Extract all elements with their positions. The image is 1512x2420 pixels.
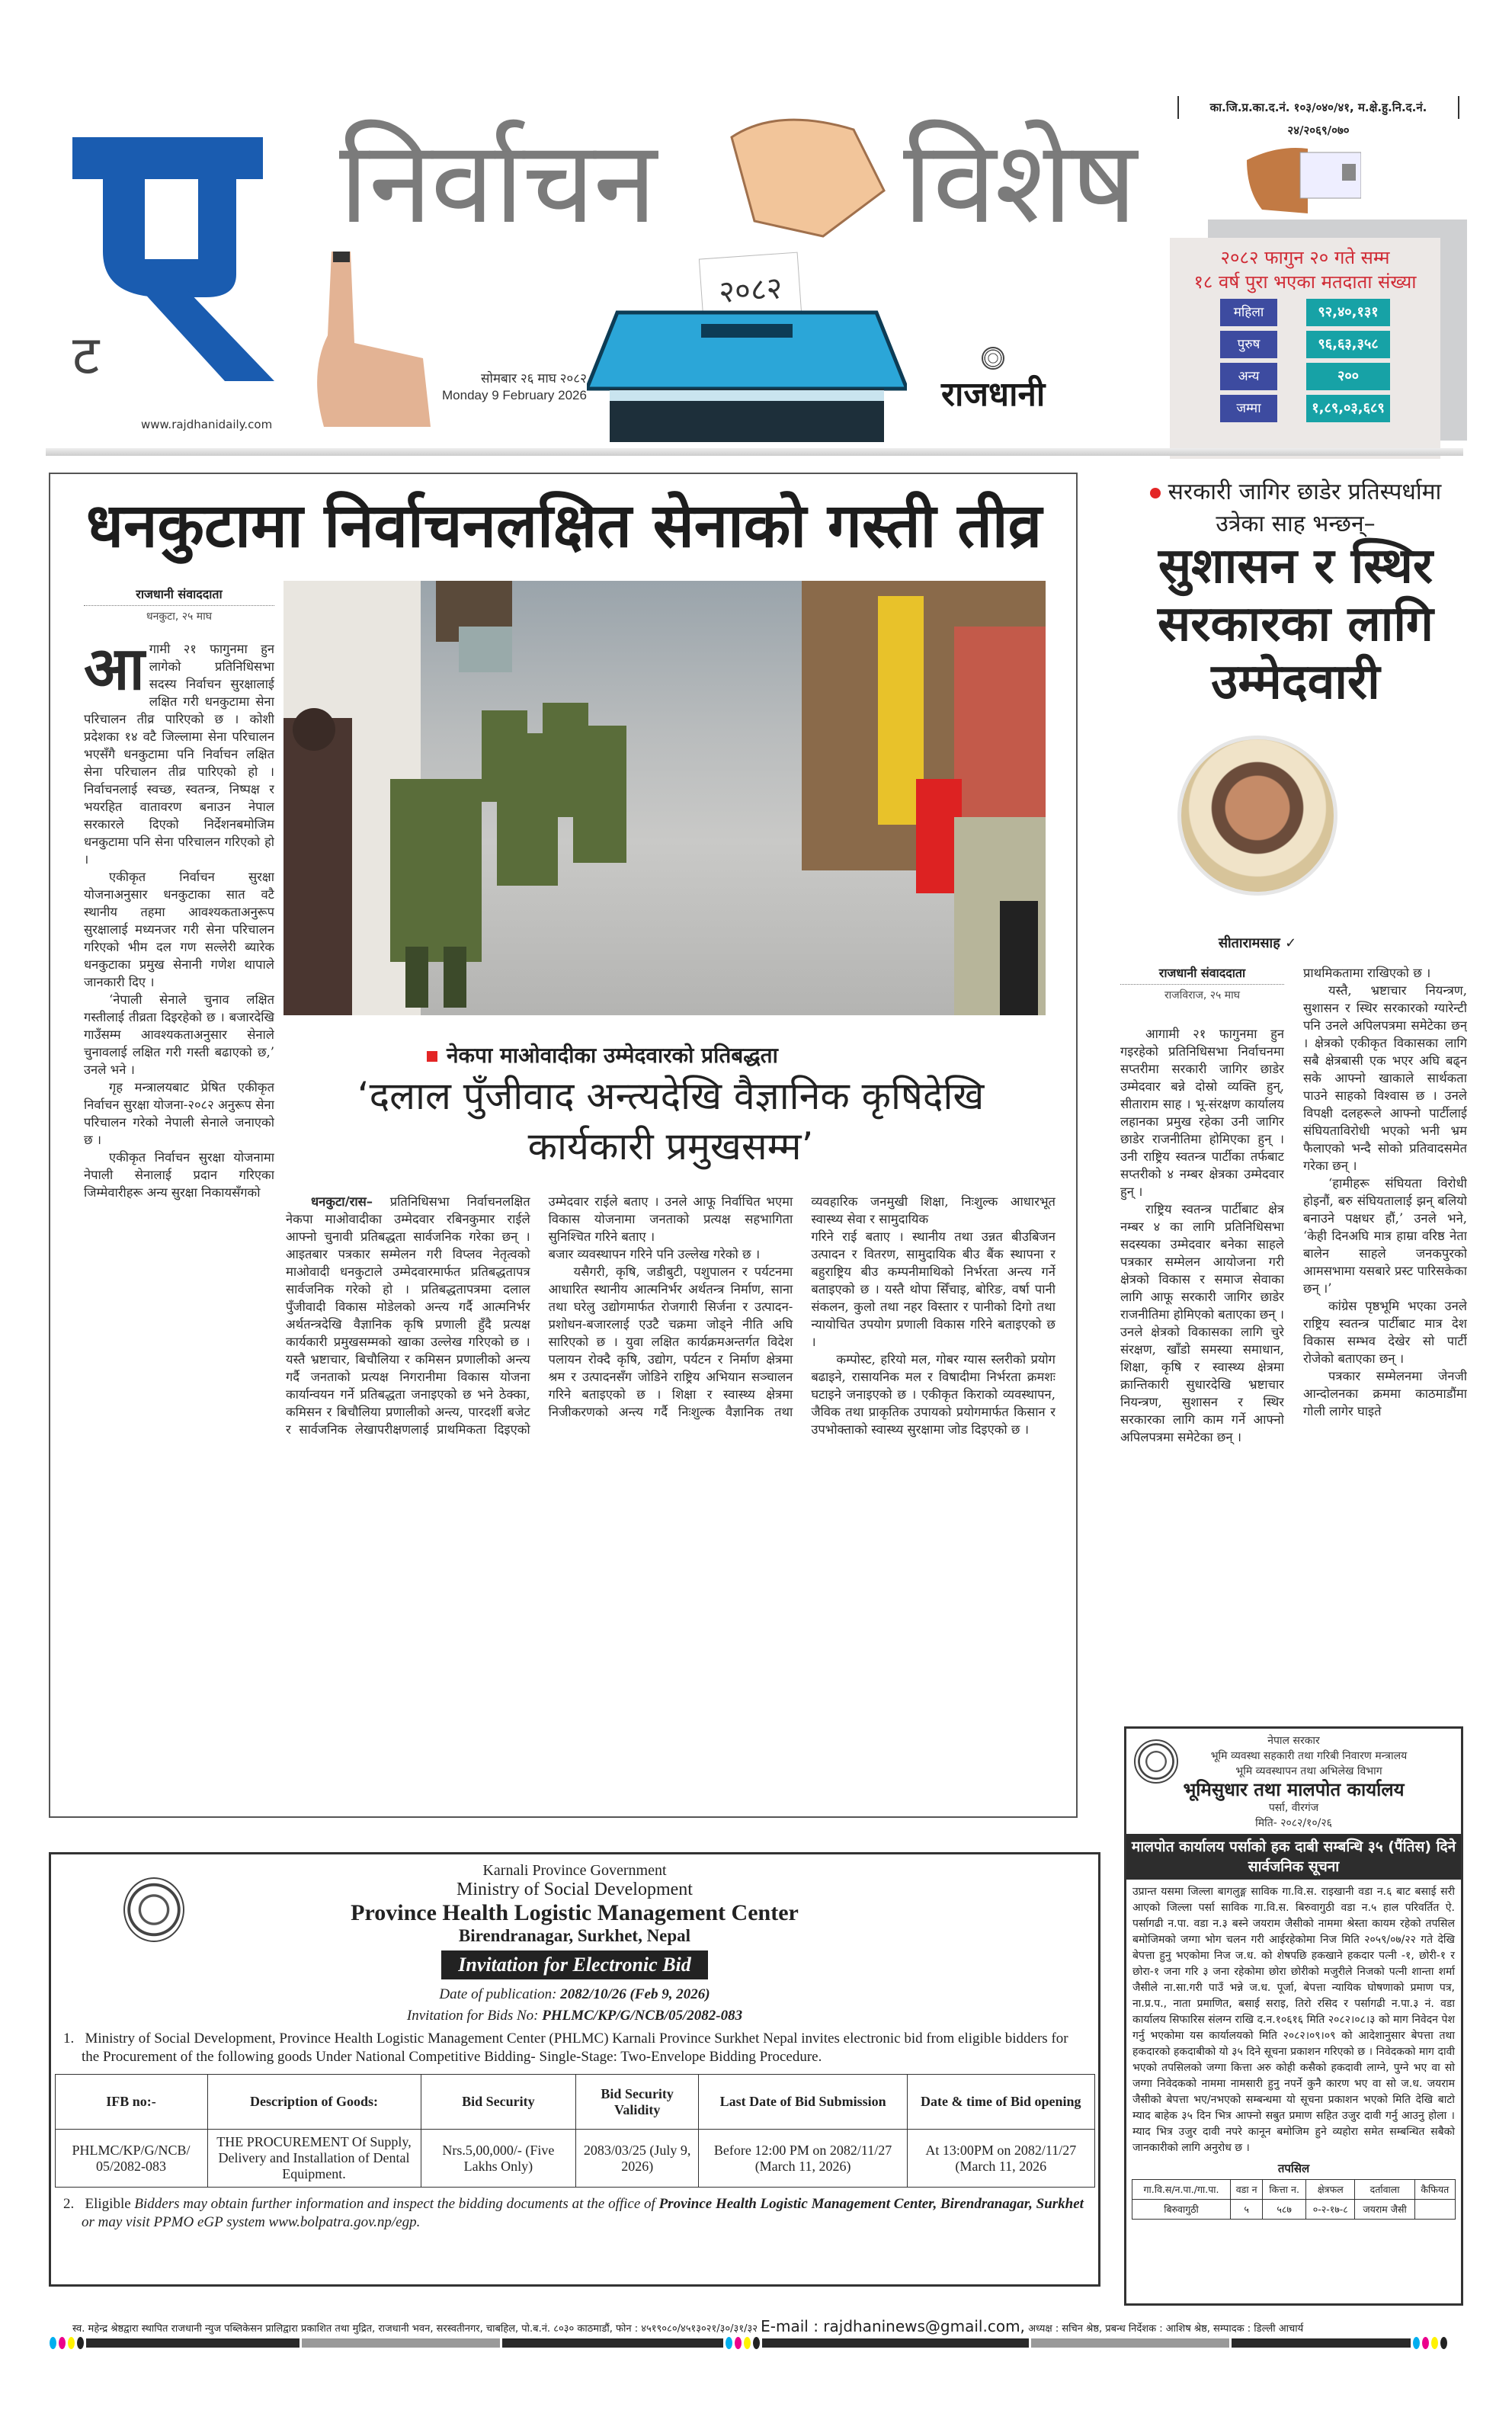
table-header-row: [55, 2075, 1094, 2130]
kicker-text: नेकपा माओवादीका उम्मेदवारको प्रतिबद्धता: [447, 1043, 778, 1068]
paragraph: आगामी २१ फागुनमा हुन गइरहेको प्रतिनिधिसभा निर्वाचनमा सप्तरीमा सरकारी जागिर छाडेर उम्मेदवार बन्ने दोस्रो व्यक्ति हुन्, सीताराम साह । भू-संरक्षण कार्यालय लहानका प्रमुख रहेका उनी जागिर छाडेर राजनीतिमा होमिएका हुन् । उनी राष्ट्रिय स्वतन्त्र पार्टीका तर्फबाट सप्तरीको ४ नम्बर क्षेत्रका उम्मेदवार हुन् ।: [1120, 1027, 1284, 1199]
ballot-paper: २०८२: [699, 252, 802, 332]
stats-title-line2: १८ वर्ष पुरा भएका मतदाता संख्या: [1193, 271, 1417, 293]
text: Eligible: [85, 2196, 135, 2212]
value: 2082/10/26 (Feb 9, 2026): [560, 1986, 710, 2002]
table-cell: Before 12:00 PM on 2082/11/27 (March 11, 2026): [699, 2130, 908, 2188]
notice-line2: भूमि व्यवस्था सहकारी तथा गरिबी निवारण मन्त्रालय: [1210, 1750, 1408, 1762]
paper-name: राजधानी: [941, 375, 1046, 414]
text: Province Health Logistic Management Center, Birendranagar, Surkhet: [658, 2196, 1084, 2212]
paragraph: गरिने राई बताए । स्थानीय तथा उन्नत बीउबिजन उत्पादन र वितरण, सामुदायिक बीउ बैंक स्थापना र बहुराष्ट्रिय बीउ कम्पनीमाथिको निर्भरता अन्त्य गर्ने बताइएको छ । यस्तै थोपा सिँचाइ, बोरिङ, वर्षा पानी संकलन, कुलो तथा नहर विस्तार र पानीको दिगो तथा न्यायोचित उपयोग प्रणाली विकास गरिने बताइएको छ ।: [811, 1229, 1056, 1349]
table-cell: Nrs.5,00,000/- (Five Lakhs Only): [421, 2130, 576, 2188]
value: PHLMC/KP/G/NCB/05/2082-083: [542, 2008, 743, 2024]
table-cell: PHLMC/KP/G/NCB/ 05/2082-083: [55, 2130, 207, 2188]
title-nirvachan: निर्वाचन: [339, 117, 655, 249]
notice-line3: भूमि व्यवस्थापन तथा अभिलेख विभाग: [1235, 1765, 1382, 1777]
byline: राजधानी संवाददाता: [84, 585, 274, 606]
bid-paragraph-1: [51, 2027, 1098, 2069]
lead-headline: धनकुटामा निर्वाचनलक्षित सेनाको गस्ती तीव्र: [85, 490, 1043, 561]
bid-invitation-notice: [49, 1852, 1100, 2287]
paragraph: कांग्रेस पृष्ठभूमि भएका उनले राष्ट्रिय स्वतन्त्र पार्टीबाट मात्र देश विकास सम्भव देखेर सो पार्टी रोजेको बताएका छन् ।: [1303, 1299, 1467, 1366]
paragraph: गामी २१ फागुनमा हुन लागेको प्रतिनिधिसभा सदस्य निर्वाचन सुरक्षालाई लक्षित गरी धनकुटामा सेना परिचालन तीव्र पारिएको छ । कोशी प्रदेशका १४ वटै जिल्लामा सेना परिचालन भएसँगै धनकुटामा पनि निर्वाचन लक्षित सेना परिचालन तीव्र पारिएको हो । निर्वाचनलाई स्वच्छ, स्वतन्त्र, निष्पक्ष र भयरहित वातावरण बनाउन नेपाल सरकारले दिएको निर्देशनबमोजिम धनकुटामा पनि सेना परिचालन गरिएको हो ।: [84, 642, 274, 867]
table-cell: जयराम जैसी: [1355, 2200, 1414, 2220]
notice-date: मिति- २०८२/१०/२६: [1255, 1817, 1332, 1829]
number: 2.: [63, 2196, 75, 2212]
lead-article-body: [84, 634, 274, 1201]
notice-location: पर्सा, वीरगंज: [1268, 1802, 1319, 1814]
side-article-kicker: [1120, 476, 1471, 540]
table-cell: At 13:00PM on 2082/11/27 (March 11, 2026: [908, 2130, 1094, 2188]
side-article-column-2: [1303, 964, 1467, 1719]
paragraph: गृह मन्त्रालयबाट प्रेषित एकीकृत निर्वाचन सुरक्षा योजना-२०८२ अनुरूप सेना परिचालन गरेको नेपाली सेनाले जनाएको छ ।: [84, 1080, 274, 1147]
paper-nameplate: [941, 347, 1045, 415]
stats-value: ९६,६३,३५८: [1306, 331, 1390, 358]
kicker-line2: उत्रेका साह भन्छन्–: [1216, 511, 1376, 537]
notice-title: मालपोत कार्यालय पर्साको हक दाबी सम्बन्धि ३५ (पैंतिस) दिने सार्वजनिक सूचना: [1126, 1834, 1461, 1880]
svg-text:ट: ट: [72, 324, 100, 381]
stats-title-line1: २०८२ फागुन २० गते सम्म: [1220, 247, 1390, 268]
bid-banner: Invitation for Electronic Bid: [441, 1950, 708, 1979]
sub-article-headline: ‘दलाल पुँजीवाद अन्त्यदेखि वैज्ञानिक कृषिदेखि कार्यकारी प्रमुखसम्म’: [357, 1074, 985, 1168]
table-cell: THE PROCUREMENT Of Supply, Delivery and Installation of Dental Equipment.: [207, 2130, 421, 2188]
paragraph: बजार व्यवस्थापन गरिने पनि उल्लेख गरेको छ ।: [548, 1247, 761, 1261]
table-header-row: [1132, 2180, 1456, 2200]
email-address[interactable]: E-mail : rajdhaninews@gmail.com,: [761, 2317, 1025, 2335]
land-office-public-notice: [1124, 1726, 1463, 2306]
rajdhani-logo: [72, 137, 274, 381]
table-header: Bid Security: [421, 2075, 576, 2130]
text: or may visit PPMO eGP system www.bolpatra.gov.np/egp.: [82, 2214, 421, 2230]
paragraph: ‘हामीहरू संघियता विरोधी होइनौं, बरु संघियतालाई झन् बलियो बनाउने पक्षधर हौं,’ उनले भने, ‘केही दिनअघि मात्र हाम्रा वरिष्ठ नेता बालेन साहले जनकपुरको आमसभामा यसबारे प्रस्ट पारिसकेका छन् ।’: [1303, 1176, 1467, 1296]
paragraph: प्राथमिकतामा राखिएको छ ।: [1303, 966, 1431, 980]
print-registration-marks: [50, 2337, 1447, 2349]
bid-line4: Birendranagar, Surkhet, Nepal: [458, 1926, 691, 1945]
table-header: IFB no:-: [55, 2075, 207, 2130]
table-header: गा.वि.स/न.पा./गा.पा.: [1132, 2180, 1231, 2200]
paragraph: यस्तै, भ्रष्टाचार नियन्त्रण, सुशासन र स्थिर सरकारको ग्यारेन्टी पनि उनले अपिलपत्रमा समेटेका छन् । क्षेत्रको एकीकृत विकासका लागि सबै क्षेत्रबासी एक भएर अघि बढ्न सके आफ्नो खाकाले सार्थकता पाउने साहको विश्वास छ । उनले विपक्षी दलहरूले आफ्नो पार्टीलाई संघियताविरोधी भएको भनी भ्रम फैलाएको भन्दै सोको प्रतिवादसमेत गरेका छन् ।: [1303, 983, 1467, 1173]
stats-value: ९२,४०,१३१: [1306, 299, 1390, 326]
table-header: Date & time of Bid opening: [908, 2075, 1094, 2130]
soldiers-patrol-photo: [284, 581, 1046, 1015]
stats-label: महिला: [1220, 299, 1277, 326]
notice-line1: नेपाल सरकार: [1267, 1735, 1320, 1747]
table-cell: ०-२-१७-८: [1305, 2200, 1355, 2220]
side-article-body: [1120, 1025, 1284, 1446]
table-cell: बिरुवागुठी: [1132, 2200, 1231, 2220]
schedule-title: तपसिल: [1277, 2162, 1310, 2175]
voter-stats-box: [1170, 238, 1440, 459]
label: Invitation for Bids No:: [406, 2008, 543, 2024]
imprint-text: स्व. महेन्द्र श्रेष्ठद्वारा स्थापित राजधानी न्युज पब्लिकेसन प्रालिद्वारा प्रकाशित तथा मुद्रित, राजधानी भवन, सरस्वतीनगर, चाबहिल, पो.ब.नं. ८०३० काठमाडौं, फोन : ४५१९०८०/४५१३०२१/३०/३१/३२: [72, 2323, 758, 2335]
notice-body: उप्रान्त यसमा जिल्ला बागलुङ्ग साविक गा.वि.स. राइखानी वडा न.६ बाट बसाई सरी आएको जिल्ला पर्सा साविक गा.वि.स. बिरुवागुठी वडा न.५ हाल परिवर्तित ऐ. पर्सागढी न.पा. वडा न.३ बस्ने जयराम जैसीको नाममा श्रेस्ता कायम रहेको तपसिल बमोजिमको जग्गा भोग चलन गरी आईरहेकोमा निज मिति २०५९/०७/२२ गते देखि बेपत्ता हुनु भएकोमा निज ज.ध. को शेषपछि हकखाने हकदार पत्नी -१, छोरी-१ र छोरा-१ जना गरि ३ जना रहेकोमा छोरा छोरीको मजुरीले निजको पत्नी शान्ता शर्मा जैसीले ना.सा.गरी पाउँ भन्ने ज.ध. पूर्जा, बेपत्ता न्यायिक घोषणाको प्रमाण पत्र, ना.प्र.प., नाता प्रमाणित, बसाई सराइ, तिरो रसिद र पर्सागढी न.पा.३ नं. वडा कार्यालय सिफारिस संलग्न राखि द.न.१०६१६ मिति २०८२।०८।३ को माग निवेदन पेश गर्नु भएकोमा यस कार्यालयको मिति २०८२।०९।०९ को आदेशानुसार बेपत्ता तथा हकदारको हकदाबीको यो ३५ दिने सूचना प्रकाशन गरिएको छ । निवेदकको माग दावी भएको तपसिलको जग्गा कित्ता अरु कोही कसैको हकदावी लाग्ने, पुग्ने भए वा सो जग्गा निवेदकको नाममा नामसारी हुनु नपर्ने कुनै कारण भए वा सो ज.ध. जयराम जैसीको बेपत्ता भए/नभएको सम्बन्धमा यो सूचना प्रकाशन भएको मिति देखि बाटो म्याद बाहेक ३५ दिन भित्र आफ्नो सबुत प्रमाण सहित उजुर दावी गर्नु आउनु होला । म्याद भित्र उजुर दावी नपरे कानून बमोजिम हुने व्यहोरा समेत सम्बन्धित सबैको जानकारीको लागि अनुरोध छ ।: [1132, 1886, 1455, 2154]
sub-article-kicker: [427, 1040, 778, 1069]
photo-caption: [1166, 934, 1349, 952]
paragraph: एकीकृत निर्वाचन सुरक्षा योजनामा नेपाली सेनालाई प्रदान गरिएका जिम्मेवारीहरू अन्य सुरक्षा निकायसँगको: [84, 1150, 274, 1200]
table-cell: ५८७: [1263, 2200, 1306, 2220]
dateline: राजविराज, २५ माघ: [1164, 989, 1241, 1002]
publication-date: [51, 1984, 1098, 2005]
kicker-line1: सरकारी जागिर छाडेर प्रतिस्पर्धामा: [1168, 479, 1442, 505]
hand-with-ballot-illustration: [709, 107, 892, 259]
stats-row-other: [1170, 363, 1440, 390]
paragraph: पत्रकार सम्मेलनमा जेनजी आन्दोलनका क्रममा काठमाडौंमा गोली लागेर घाइते: [1303, 1369, 1467, 1418]
paragraph-text: प्रतिनिधिसभा निर्वाचनलक्षित नेकपा माओवादीका उम्मेदवार रबिनकुमार राईले आफ्नो चुनावी प्रतिबद्धता सार्वजनिक गरेका छन् । आइतबार पत्रकार सम्मेलन गरी विप्लव नेतृत्वको माओवादी धनकुटाले उम्मेदवारमार्फत प्रतिबद्धतापत्र सार्वजनिक गरेको हो । प्रतिबद्धतापत्रमा दलाल पुँजीवादी विकास मोडेलको अन्त्य गर्दै आत्मनिर्भर अर्थतन्त्रदेखि वैज्ञानिक कृषि प्रणाली हुँदै प्रत्यक्ष कार्यकारी प्रमुखसम्मको खाका उल्लेख गरिएको छ । यस्तै भ्रष्टाचार, बिचौलिया र कमिसन प्रणालीको अन्त्य गर्दै जनताको प्रत्यक्ष निगरानीमा विकास योजना कार्यान्वयन गर्ने प्रतिबद्धता जनाइएको छ भने ठेक्का, कमिसन र बिचौलिया प्रणालीको अन्त्य, पारदर्शी बजेट र सार्वजनिक लेखापरीक्षणलाई प्राथमिकता दिइएको उम्मेदवार राईले बताए । उनले आफू निर्वाचित भएमा विकास योजनामा जनताको प्रत्यक्ष सहभागिता सुनिश्चित गरिने बताए ।: [286, 1194, 793, 1437]
table-header: कित्ता न.: [1263, 2180, 1306, 2200]
bid-paragraph-2: [51, 2192, 1098, 2235]
dateline: धनकुटा, २५ माघ: [146, 611, 212, 623]
imprint-footer: [72, 2317, 1444, 2335]
table-header: Description of Goods:: [207, 2075, 421, 2130]
voter-id-card-illustration: [1247, 145, 1361, 217]
text: Ministry of Social Development, Province Health Logistic Management Center (PHLMC) Karnali Province Surkhet Nepal invites electronic bid from eligible bidders for the Procurement of the following goods Under National Competitive Bidding- Single-Stage: Two-Envelope Bidding Procedure.: [82, 2031, 1068, 2065]
sub-article-body: [286, 1193, 1056, 1795]
table-header: कैफियत: [1414, 2180, 1455, 2200]
side-article-headline: सुशासन र स्थिर सरकारका लागि उम्मेदवारी: [1158, 538, 1434, 710]
nepal-government-emblem-icon: [1134, 1739, 1178, 1784]
stats-value: १,८९,०३,६८९: [1306, 395, 1390, 422]
side-article-column-1: [1120, 964, 1284, 1719]
red-square-bullet-icon: [427, 1051, 437, 1062]
voting-finger-illustration: [309, 252, 438, 427]
table-header: दर्तावाला: [1355, 2180, 1414, 2200]
paragraph: यसैगरी, कृषि, जडीबुटी, पशुपालन र पर्यटनमा आधारित स्थानीय आत्मनिर्भर अर्थतन्त्र निर्माण, साना तथा घरेलु उद्योगमार्फत रोजगारी सिर्जना र उत्पादन-प्रशोधन-बजारलाई एउटै चक्रमा जोड्ने नीति अघि सारिएको छ । युवा लक्षित कार्यक्रमअन्तर्गत विदेश पलायन रोक्दै कृषि, उद्योग, पर्यटन र निर्माण क्षेत्रमा श्रम र उत्पादनसँग जोडिने राष्ट्रिय अभियान सञ्चालन गरिने बताइएको छ । शिक्षा र स्वास्थ्य क्षेत्रमा निजीकरणको अन्त्य गर्दै निःशुल्क वैज्ञानिक तथा व्यवहारिक जनमुखी शिक्षा, निःशुल्क आधारभूत स्वास्थ्य सेवा र सामुदायिक: [548, 1194, 1056, 1419]
checkmark-icon: ✓: [1285, 935, 1297, 951]
caption-text: सीतारामसाह: [1218, 935, 1280, 951]
notice-office: भूमिसुधार तथा मालपोत कार्यालय: [1183, 1779, 1405, 1800]
table-header: वडा न: [1230, 2180, 1262, 2200]
candidate-portrait-photo: [1177, 736, 1337, 896]
paragraph: एकीकृत निर्वाचन सुरक्षा योजनाअनुसार धनकुटाका सात वटै स्थानीय तहमा आवश्यकताअनुरूप सुरक्षालाई मध्यनजर गरी सेना परिचालन गरिएको भीम दल गण सल्लेरी ब्यारेक धनकुटाका प्रमुख सेनानी गणेश थापाले जानकारी दिए ।: [84, 870, 274, 989]
issue-date: [442, 370, 587, 404]
table-header: Last Date of Bid Submission: [699, 2075, 908, 2130]
text: Bidders may obtain further information and inspect the bidding documents at the office of: [134, 2196, 659, 2212]
website-url[interactable]: www.rajdhanidaily.com: [141, 418, 273, 431]
number: 1.: [63, 2031, 75, 2047]
masthead-divider: [46, 448, 1463, 456]
label: Date of publication:: [439, 1986, 561, 2002]
table-header: क्षेत्रफल: [1305, 2180, 1355, 2200]
bid-line1: Karnali Province Government: [482, 1862, 667, 1879]
paragraph: कम्पोस्ट, हरियो मल, गोबर ग्यास स्लरीको प्रयोग बढाइने, रासायनिक मल र विषादीमा निर्भरता क्रमशः घटाइने जनाइएको छ । एकीकृत किराको व्यवस्थापन, जैविक तथा प्राकृतिक उपायको प्रयोगमार्फत किसान र उपभोक्ताको स्वास्थ्य सुरक्षामा जोड दिइएको छ ।: [811, 1352, 1056, 1437]
table-row: [55, 2130, 1094, 2188]
lead-article-column: [84, 585, 274, 1797]
table-cell: [1414, 2200, 1455, 2220]
karnali-province-emblem-icon: [123, 1877, 184, 1942]
stats-row-female: [1170, 299, 1440, 326]
table-row: [1132, 2200, 1456, 2220]
paragraph: राष्ट्रिय स्वतन्त्र पार्टीबाट क्षेत्र नम्बर ४ का लागि प्रतिनिधिसभा सदस्यका उम्मेदवार बनेका साहले पत्रकार सम्मेलन आयोजना गरी क्षेत्रको विकास र समाज सेवाका लागि आफू सरकारी जागिर छाडेर राजनीतिमा होमिएको बताएका छन् । उनले क्षेत्रको विकासका लागि चुरे संरक्षण, खाँडो समस्या समाधान, शिक्षा, कृषि र स्वास्थ्य क्षेत्रमा क्रान्तिकारी सुधारदेखि भ्रष्टाचार नियन्त्रण, सुशासन र स्थिर सरकारका लागि काम गर्ने आफ्नो अपिलपत्रमा समेटेका छन् ।: [1120, 1202, 1284, 1444]
schedule-table: [1132, 2179, 1456, 2220]
registration-number: का.जि.प्र.का.द.नं. १०३/०४०/४१, म.क्षे.हु.नि.द.नं. २४/२०६९/०७०: [1177, 96, 1459, 119]
ballot-box-illustration: [587, 305, 907, 442]
stats-label: जम्मा: [1220, 395, 1277, 422]
red-dot-bullet-icon: [1150, 488, 1161, 498]
staff-credits: अध्यक्ष : सचिन श्रेष्ठ, प्रबन्ध निर्देशक : आशिष श्रेष्ठ, सम्पादक : डिल्ली आचार्य: [1028, 2323, 1304, 2335]
date-english: Monday 9 February 2026: [442, 388, 587, 402]
bid-line2: Ministry of Social Development: [456, 1880, 693, 1899]
dropcap: आ: [84, 634, 145, 704]
temple-emblem-icon: [982, 347, 1004, 370]
table-cell: 2083/03/25 (July 9, 2026): [576, 2130, 699, 2188]
stats-row-total: [1170, 395, 1440, 422]
title-bishesh: विशेष: [903, 117, 1136, 249]
stats-label: अन्य: [1220, 363, 1277, 390]
stats-label: पुरुष: [1220, 331, 1277, 358]
stats-value: २००: [1306, 363, 1390, 390]
ifb-number: [51, 2005, 1098, 2027]
paragraph: ‘नेपाली सेनाले चुनाव लक्षित गस्तीलाई तीव्रता दिइरहेको छ । बजारदेखि गाउँसम्म आवश्यकताअनुसार सेनाले चुनावलाई लक्षित गरी गस्ती बढाएको छ,’ उनले भने ।: [84, 992, 274, 1077]
bid-line3: Province Health Logistic Management Center: [351, 1900, 799, 1925]
byline: राजधानी संवाददाता: [1120, 964, 1284, 985]
bid-table: [55, 2074, 1095, 2188]
table-cell: ५: [1230, 2200, 1262, 2220]
table-header: Bid Security Validity: [576, 2075, 699, 2130]
date-nepali: सोमबार २६ माघ २०८२: [481, 371, 587, 386]
stats-row-male: [1170, 331, 1440, 358]
lead-label: धनकुटा/रास–: [311, 1194, 373, 1209]
